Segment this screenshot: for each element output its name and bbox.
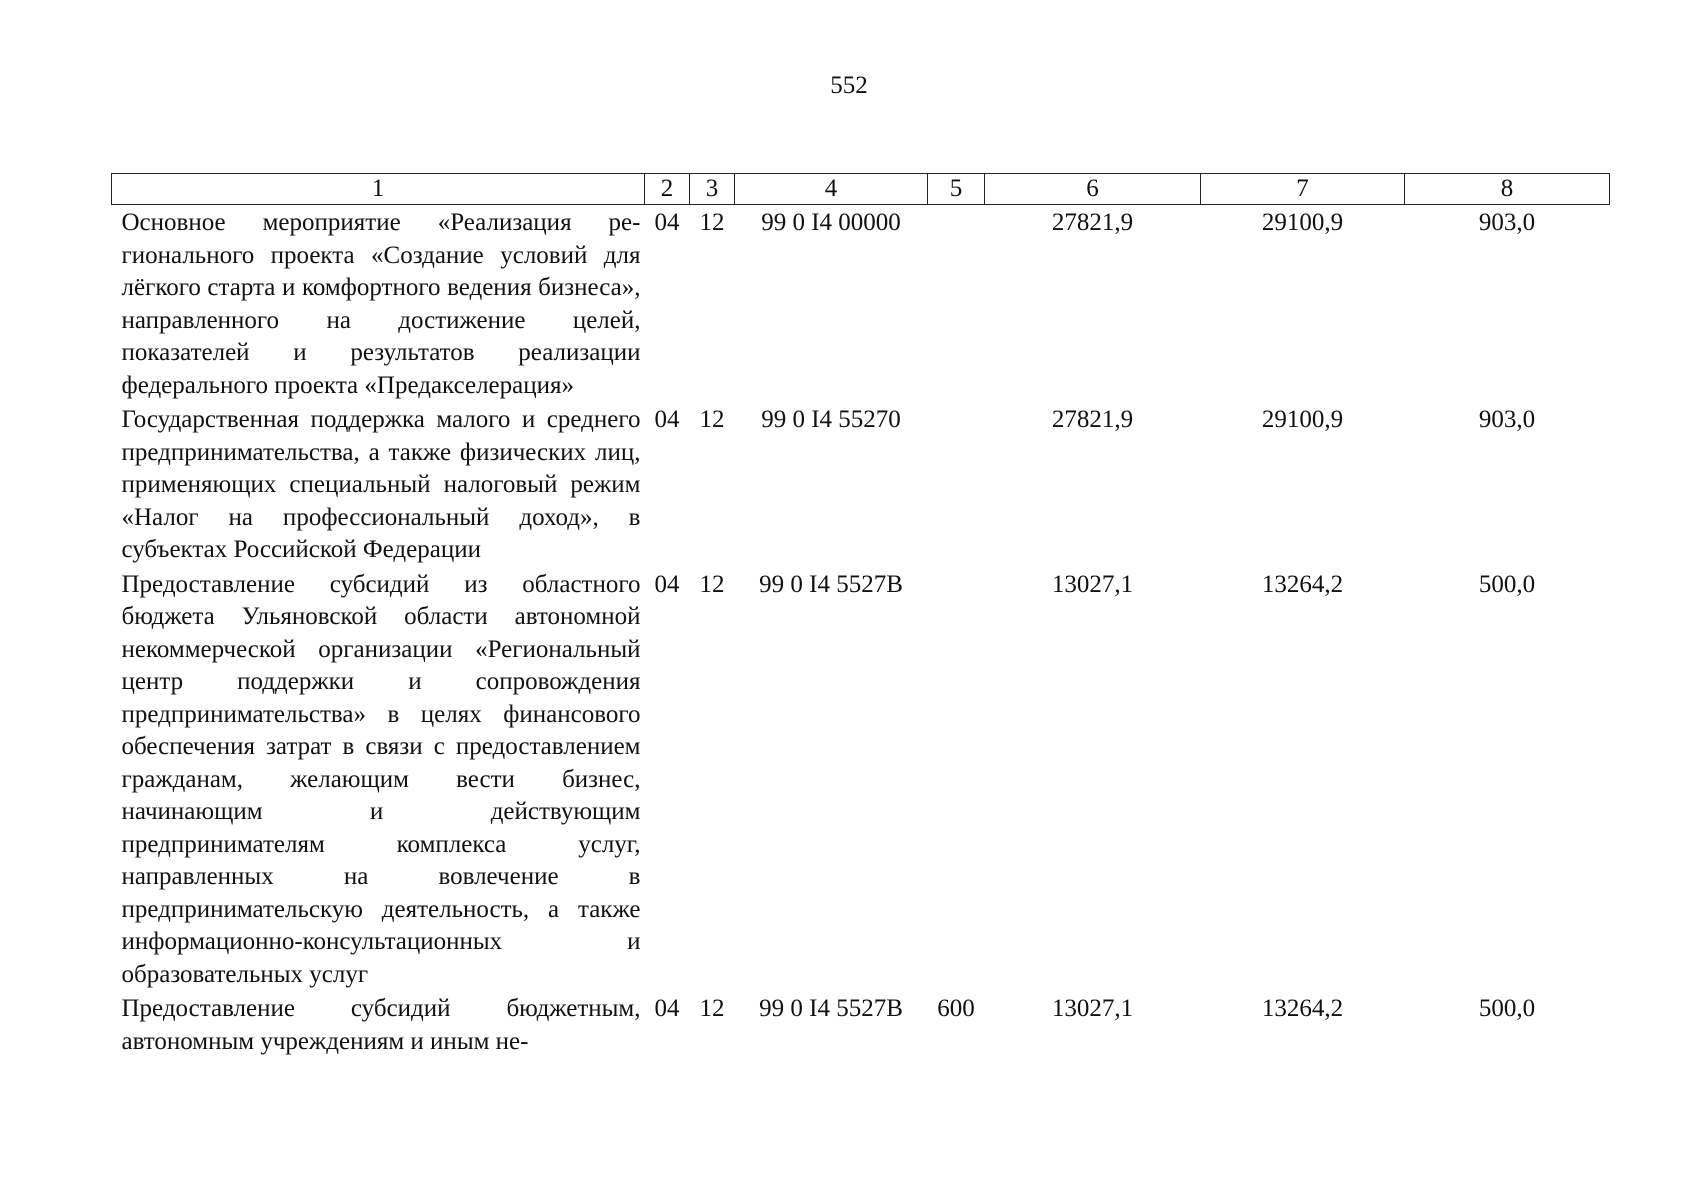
row-subsection: 12 <box>699 406 725 433</box>
row-amount-1: 13027,1 <box>1051 995 1134 1022</box>
row-subsection: 12 <box>699 995 725 1022</box>
row-amount-2: 13264,2 <box>1261 995 1344 1022</box>
row-subsection: 12 <box>699 570 725 598</box>
row-description: Государственная поддержка малого и среднего предпринимательства, а также физических лиц, применяющих специальный налоговый режим «Налог на профессиональный доход», в субъектах Российской Федерации <box>121 406 641 563</box>
row-amount-1: 27821,9 <box>1051 209 1134 236</box>
row-section: 04 <box>654 406 680 433</box>
row-section: 04 <box>654 995 680 1022</box>
row-section: 04 <box>654 570 680 598</box>
header-cell: 8 <box>1405 174 1610 205</box>
budget-table <box>111 173 1610 1058</box>
table-row <box>112 991 1610 1058</box>
header-cell: 7 <box>1201 174 1405 205</box>
header-row <box>112 174 1610 205</box>
row-amount-2: 29100,9 <box>1261 406 1344 433</box>
row-amount-2: 13264,2 <box>1261 570 1344 598</box>
page-number: 552 <box>830 72 868 99</box>
row-amount-2: 29100,9 <box>1261 209 1344 236</box>
header-cell: 1 <box>112 174 645 205</box>
row-expense-type: 600 <box>937 995 975 1022</box>
header-cell: 4 <box>735 174 928 205</box>
row-expense-type <box>928 567 985 992</box>
header-cell: 3 <box>690 174 735 205</box>
header-cell: 6 <box>985 174 1201 205</box>
row-amount-3: 500,0 <box>1478 570 1536 598</box>
table-row <box>112 205 1610 403</box>
row-description: Предоставление субсидий бюджетным, автономным учреждениям и иным не- <box>121 995 641 1055</box>
row-amount-1: 27821,9 <box>1051 406 1134 433</box>
row-expense-type <box>928 402 985 567</box>
row-amount-3: 500,0 <box>1478 995 1536 1022</box>
row-target-code: 99 0 I4 00000 <box>761 209 901 236</box>
row-target-code: 99 0 I4 5527В <box>759 995 903 1022</box>
row-section: 04 <box>654 209 680 236</box>
table-row <box>112 567 1610 992</box>
row-description: Предоставление субсидий из областного бюджета Ульяновской области автономной некоммерческой организации «Региональный центр поддержки и сопровождения предпринимательства» в целях финансового обеспечения затрат в связи с предоставлением гражданам, желающим вести бизнес, начинающим и действующим предпринимателям комплекса услуг, направленных на вовлечение в предпринимательскую деятельность, а также информационно-консультационных и образовательных услуг <box>121 570 641 988</box>
table-row <box>112 402 1610 567</box>
header-cell: 2 <box>645 174 690 205</box>
row-target-code: 99 0 I4 55270 <box>761 406 901 433</box>
row-amount-3: 903,0 <box>1478 209 1536 236</box>
row-expense-type <box>928 205 985 403</box>
row-target-code: 99 0 I4 5527В <box>759 570 903 598</box>
row-subsection: 12 <box>699 209 725 236</box>
header-cell: 5 <box>928 174 985 205</box>
row-amount-3: 903,0 <box>1478 406 1536 433</box>
row-description: Основное мероприятие «Реализация регионального проекта «Создание условий для лёгкого старта и комфортного ведения бизнеса», направленного на достижение целей, показателей и результатов реализации федерального проекта «Предакселерация» <box>121 209 641 399</box>
row-amount-1: 13027,1 <box>1051 570 1134 598</box>
